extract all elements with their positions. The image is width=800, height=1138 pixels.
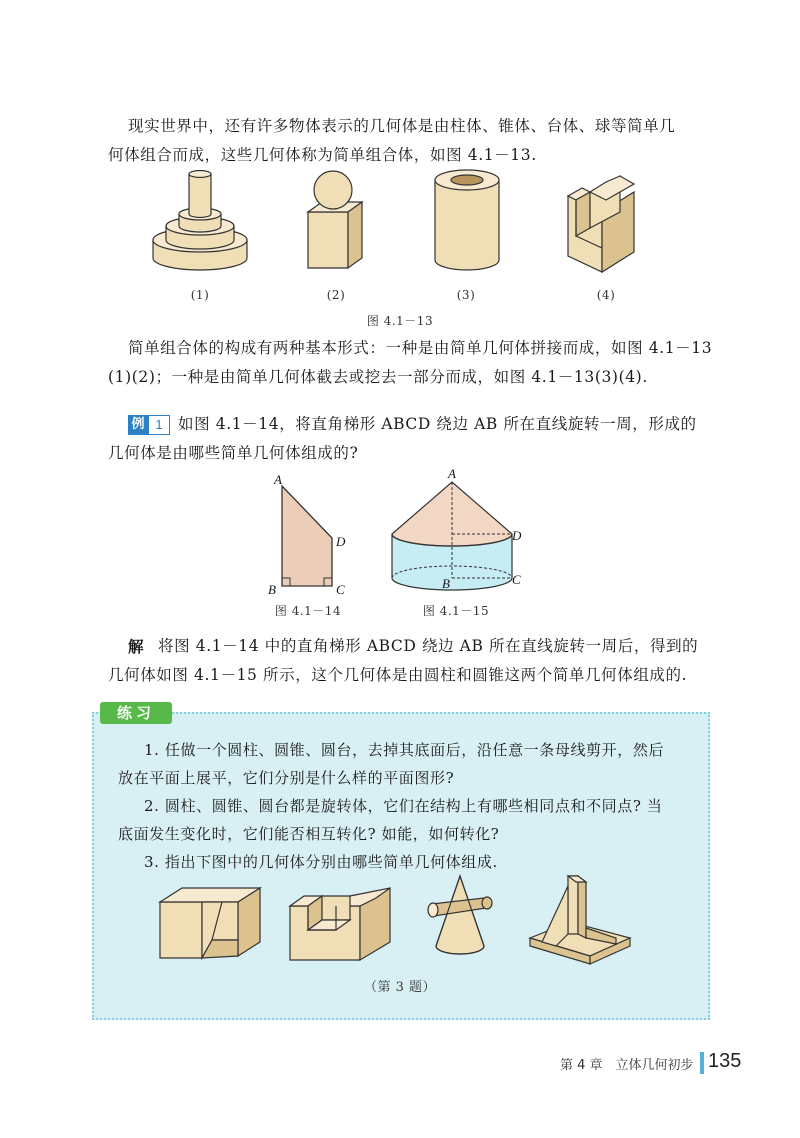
figure-13-caption: 图 4.1－13 xyxy=(366,314,434,328)
example-text-line1: 如图 4.1－14，将直角梯形 ABCD 绕边 AB 所在直线旋转一周，形成的 xyxy=(178,415,697,433)
fig15-label-c: C xyxy=(512,572,521,587)
exercise-figure-2-notched-block xyxy=(286,880,396,966)
figure-13-1-stacked-cylinders xyxy=(150,168,250,278)
fig15-label-b: B xyxy=(442,576,450,591)
exercise-q1-line1: 1. 任做一个圆柱、圆锥、圆台，去掉其底面后，沿任意一条母线剪开，然后 xyxy=(144,741,665,759)
figure-14-caption: 图 4.1－14 xyxy=(274,604,342,618)
exercise-figure-3-cone-with-cylinder xyxy=(424,872,504,964)
fig14-label-a: A xyxy=(274,472,282,487)
example-tag: 例 xyxy=(128,415,148,435)
example-number: 1 xyxy=(148,415,170,435)
solution-text-line1: 将图 4.1－14 中的直角梯形 ABCD 绕边 AB 所在直线旋转一周后，得到的 xyxy=(158,637,699,655)
figure-15-cone-on-cylinder xyxy=(388,478,518,600)
paragraph-intro-line2: 何体组合而成，这些几何体称为简单组合体，如图 4.1－13. xyxy=(108,146,537,164)
exercise-q1-line2: 放在平面上展平，它们分别是什么样的平面图形? xyxy=(118,769,455,787)
solution-text-line2: 几何体如图 4.1－15 所示，这个几何体是由圆柱和圆锥这两个简单几何体组成的. xyxy=(108,666,688,684)
paragraph-forms-line2: (1)(2)；一种是由简单几何体截去或挖去一部分而成，如图 4.1－13(3)(4). xyxy=(108,368,648,386)
fig15-label-d: D xyxy=(512,528,522,543)
exercise-q3: 3. 指出下图中的几何体分别由哪些简单几何体组成. xyxy=(144,853,498,871)
chapter-footer: 第 4 章 立体几何初步 xyxy=(560,1058,694,1073)
paragraph-intro-line1: 现实世界中，还有许多物体表示的几何体是由柱体、锥体、台体、球等简单几 xyxy=(128,117,676,135)
figure-13-3-hollow-cylinder xyxy=(432,168,502,278)
figure-13-label-1: (1) xyxy=(190,288,210,302)
figure-13-label-2: (2) xyxy=(326,288,346,302)
figure-13-label-3: (3) xyxy=(456,288,476,302)
fig14-label-c: C xyxy=(336,582,345,597)
exercise-tab: 练习 xyxy=(100,702,172,724)
figure-13-2-sphere-on-cube xyxy=(300,168,370,278)
figure-13-label-4: (4) xyxy=(596,288,616,302)
exercise-q2-line2: 底面发生变化时，它们能否相互转化? 如能，如何转化? xyxy=(118,825,500,843)
fig14-label-b: B xyxy=(268,582,276,597)
fig14-label-d: D xyxy=(336,534,346,549)
exercise-figure-4-prism-on-slab xyxy=(526,872,636,964)
paragraph-forms-line1: 简单组合体的构成有两种基本形式：一种是由简单几何体拼接而成，如图 4.1－13 xyxy=(128,339,713,357)
exercise-q2-line1: 2. 圆柱、圆锥、圆台都是旋转体，它们在结构上有哪些相同点和不同点? 当 xyxy=(144,797,663,815)
exercise-figure-1-split-block xyxy=(156,884,266,966)
figure-14-right-trapezoid xyxy=(270,476,360,600)
figure-13-4-notched-block xyxy=(562,168,642,278)
example-text-line2: 几何体是由哪些简单几何体组成的? xyxy=(108,444,359,462)
exercise-figure-caption: （第 3 题） xyxy=(363,980,437,995)
page-number: 135 xyxy=(708,1050,742,1072)
fig15-label-a: A xyxy=(448,466,456,481)
solution-label: 解 xyxy=(128,637,145,656)
page-number-bar xyxy=(700,1052,704,1074)
figure-15-caption: 图 4.1－15 xyxy=(422,604,490,618)
